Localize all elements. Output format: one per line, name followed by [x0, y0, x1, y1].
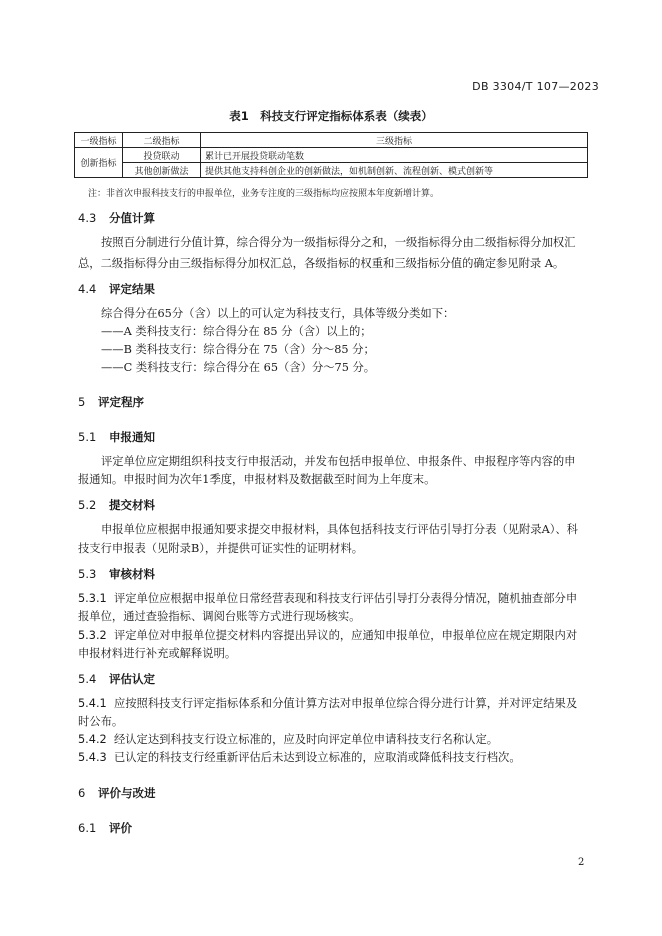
paragraph-line: 评定单位应定期组织科技支行申报活动，并发布包括申报单位、申报条件、申报程序等内容的申 [101, 455, 576, 468]
document-code: DB 3304/T 107—2023 [472, 80, 599, 93]
paragraph-line: 总，二级指标得分由三级指标得分加权汇总，各级指标的权重和三级指标分值的确定参见附录 A。 [78, 257, 565, 270]
table-header-cell: 二级指标 [123, 133, 201, 148]
table-cell: 累计已开展投贷联动笔数 [201, 148, 588, 163]
clause-line [78, 695, 577, 711]
clause-line [78, 590, 577, 606]
paragraph-line: 技支行申报表（见附录B），并提供可证实性的证明材料。 [78, 542, 364, 555]
table-title: 表1 科技支行评定指标体系表（续表） [229, 109, 433, 123]
table-cell: 提供其他支持科创企业的创新做法，如机制创新、流程创新、模式创新等 [201, 163, 588, 178]
section-heading-4-3 [78, 210, 155, 226]
paragraph-line: 报单位，通过查验指标、调阅台账等方式进行现场核实。 [78, 610, 361, 623]
section-heading-5-4 [78, 671, 155, 687]
clause-line [78, 749, 521, 765]
clause-text: 评定单位应根据申报单位日常经营表现和科技支行评估引导打分表得分情况，随机抽查部分申 [113, 592, 578, 605]
clause-text: 已认定的科技支行经重新评估后未达到设立标准的，应取消或降低科技支行档次。 [113, 751, 521, 764]
section-heading-5-3 [78, 566, 155, 582]
clause-number: 5.4.3 [78, 751, 107, 764]
paragraph-line: 综合得分在65分（含）以上的可认定为科技支行，具体等级分类如下： [101, 307, 455, 320]
clause-line [78, 731, 498, 747]
section-title: 评定结果 [109, 282, 155, 296]
table-header-row [75, 133, 588, 148]
list-item: ——C 类科技支行：综合得分在 65（含）分～75 分。 [101, 361, 376, 374]
clause-number: 5.3.1 [78, 592, 107, 605]
section-title: 提交材料 [109, 498, 155, 512]
indicator-table [74, 132, 588, 178]
paragraph-line: 报通知。申报时间为次年1季度，申报材料及数据截至时间为上年度末。 [78, 473, 436, 486]
chapter-number: 5 [78, 395, 86, 409]
list-item: ——A 类科技支行：综合得分在 85 分（含）以上的； [101, 325, 372, 338]
table-category-cell: 创新指标 [75, 148, 123, 178]
chapter-heading-5 [78, 394, 144, 410]
clause-number: 5.4.2 [78, 733, 107, 746]
chapter-heading-6 [78, 785, 156, 801]
section-title: 分值计算 [109, 211, 155, 225]
paragraph-line: 申报单位应根据申报通知要求提交申报材料，具体包括科技支行评估引导打分表（见附录A）、科 [101, 523, 578, 536]
paragraph-line: 时公布。 [78, 715, 124, 728]
table-cell: 投贷联动 [123, 148, 201, 163]
section-number: 4.4 [78, 282, 97, 296]
paragraph-line: 按照百分制进行分值计算，综合得分为一级指标得分之和，一级指标得分由二级指标得分加权汇 [101, 236, 576, 249]
list-item: ——B 类科技支行：综合得分在 75（含）分～85 分； [101, 343, 375, 356]
chapter-number: 6 [78, 786, 86, 800]
section-number: 6.1 [78, 821, 97, 835]
table-header-cell: 三级指标 [201, 133, 588, 148]
section-heading-5-1 [78, 429, 155, 445]
section-number: 5.3 [78, 567, 97, 581]
table-note: 注：非首次申报科技支行的申报单位，业务专注度的三级指标均应按照本年度新增计算。 [88, 189, 440, 199]
section-number: 4.3 [78, 211, 97, 225]
clause-text: 评定单位对申报单位提交材料内容提出异议的，应通知申报单位，申报单位应在规定期限内对 [113, 629, 578, 642]
section-heading-6-1 [78, 820, 132, 836]
clause-text: 经认定达到科技支行设立标准的，应及时向评定单位申请科技支行名称认定。 [113, 733, 499, 746]
chapter-title: 评价与改进 [98, 786, 156, 800]
clause-text: 应按照科技支行评定指标体系和分值计算方法对申报单位综合得分进行计算，并对评定结果及 [113, 697, 578, 710]
section-heading-4-4 [78, 281, 155, 297]
section-heading-5-2 [78, 497, 155, 513]
paragraph-line: 申报材料进行补充或解释说明。 [78, 647, 237, 660]
clause-line [78, 627, 577, 643]
section-number: 5.4 [78, 672, 97, 686]
section-title: 评估认定 [109, 672, 155, 686]
page-number: 2 [578, 857, 585, 868]
clause-number: 5.4.1 [78, 697, 107, 710]
table-header-cell: 一级指标 [75, 133, 123, 148]
clause-number: 5.3.2 [78, 629, 107, 642]
table-row [75, 148, 588, 163]
section-number: 5.1 [78, 430, 97, 444]
table-row [75, 163, 588, 178]
section-title: 评价 [109, 821, 132, 835]
chapter-title: 评定程序 [98, 395, 144, 409]
section-title: 审核材料 [109, 567, 155, 581]
table-cell: 其他创新做法 [123, 163, 201, 178]
section-number: 5.2 [78, 498, 97, 512]
section-title: 申报通知 [109, 430, 155, 444]
